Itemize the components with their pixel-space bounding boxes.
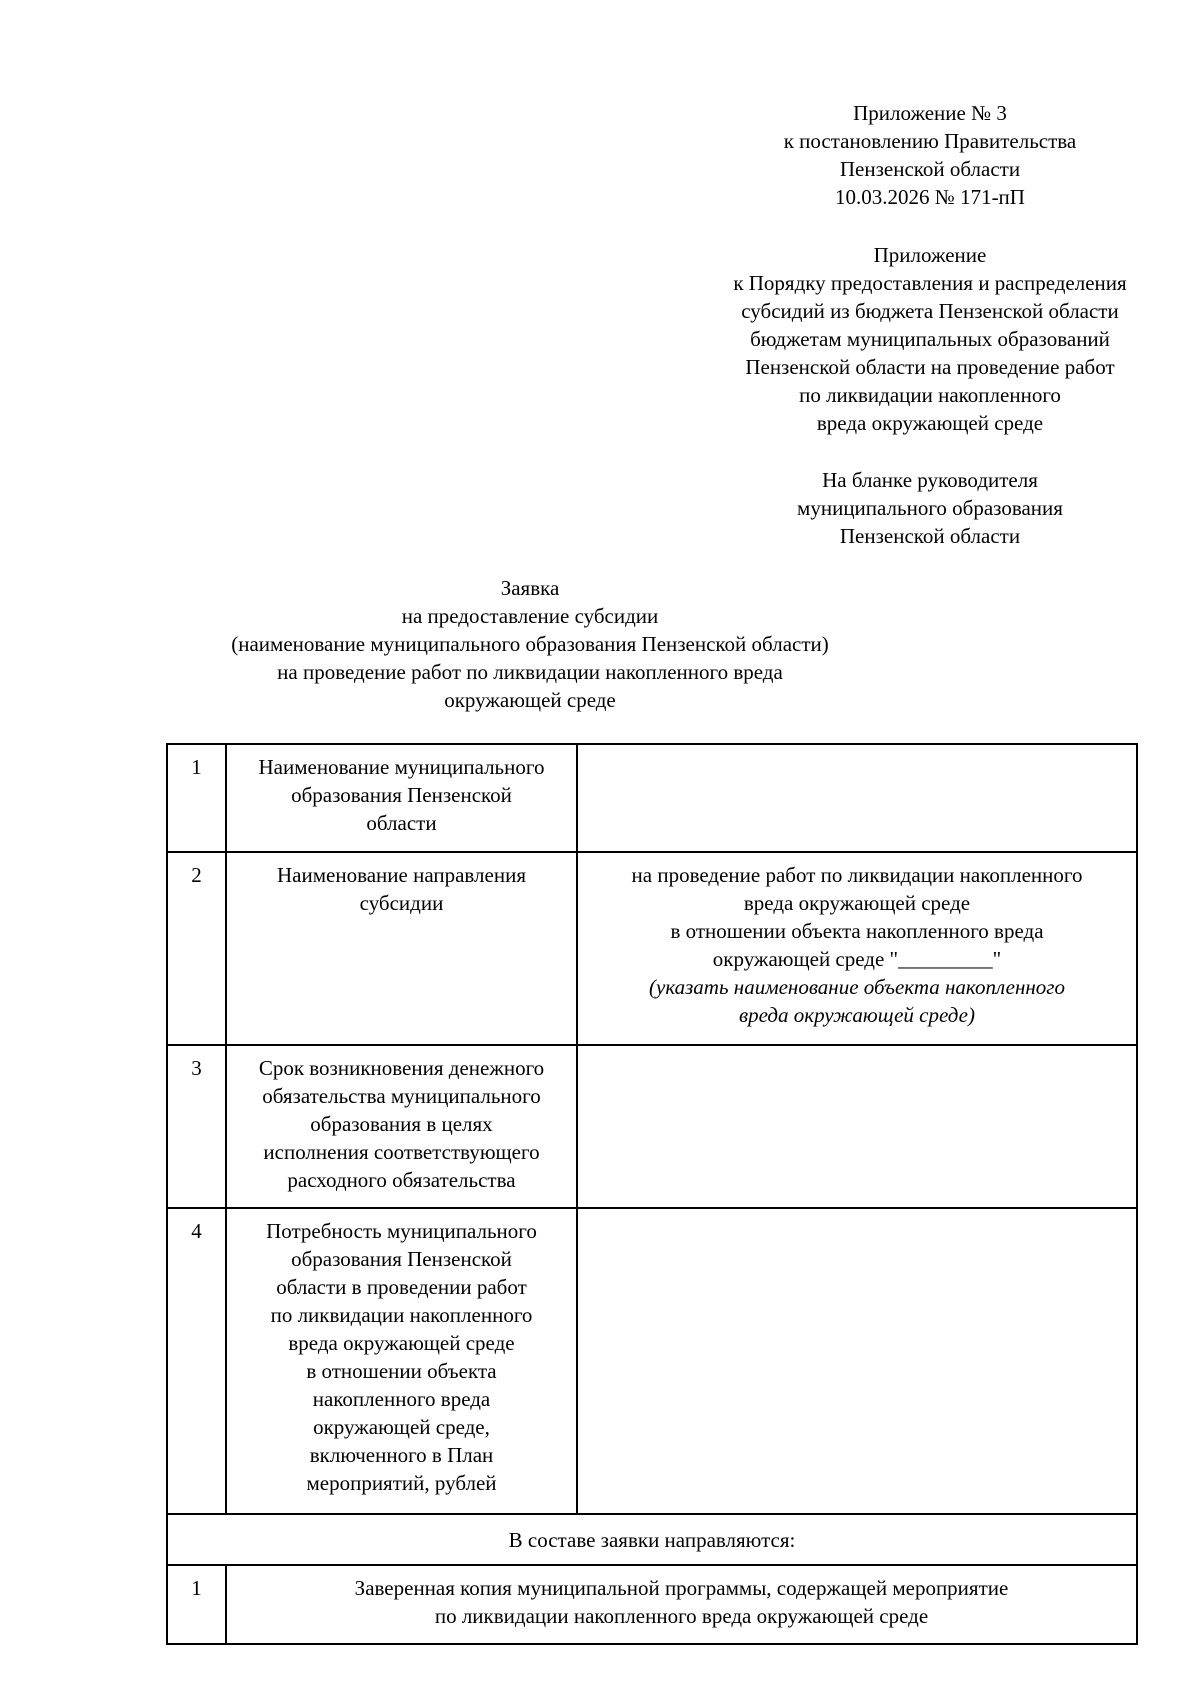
attachment-row [167,1565,1137,1644]
attachment-number: 1 [167,1565,226,1644]
row-value-field[interactable] [577,1208,1137,1514]
row-value-field[interactable] [577,744,1137,852]
table-row [167,1045,1137,1208]
section-row [167,1514,1137,1565]
row-label: Наименование муниципального образования Пензенской области [226,744,577,852]
row-value-field[interactable] [577,1045,1137,1208]
attachments-section-heading: В составе заявки направляются: [167,1514,1137,1565]
attachment-text: Заверенная копия муниципальной программы, содержащей мероприятие по ликвидации накопленного вреда окружающей среде [226,1565,1137,1644]
table-row [167,744,1137,852]
appendix-3-header: Приложение № 3 к постановлению Правительства Пензенской области 10.03.2026 № 171-пП [783,101,1077,209]
document-title: Заявка на предоставление субсидии (наименование муниципального образования Пензенской области) на проведение работ по ликвидации накопленного вреда окружающей среде [231,576,829,712]
row-number: 2 [167,852,226,1045]
row-number: 1 [167,744,226,852]
letterhead-note: На бланке руководителя муниципального образования Пензенской области [797,468,1063,548]
table-row [167,852,1137,1045]
row-label: Срок возникновения денежного обязательства муниципального образования в целях исполнения соответствующего расходного обязательства [226,1045,577,1208]
row-label: Потребность муниципального образования Пензенской области в проведении работ по ликвидации накопленного вреда окружающей среде в отношении объекта накопленного вреда окружающей среде, включенного в План мероприятий, рублей [226,1208,577,1514]
row-value-note: (указать наименование объекта накопленного вреда окружающей среде) [649,975,1065,1027]
row-value-field[interactable] [577,852,1137,1045]
application-table [166,743,1138,1645]
row-number: 3 [167,1045,226,1208]
row-value-text: на проведение работ по ликвидации накопленного вреда окружающей среде в отношении объекта накопленного вреда окружающей среде "_________" [631,863,1083,971]
appendix-header: Приложение к Порядку предоставления и распределения субсидий из бюджета Пензенской области бюджетам муниципальных образований Пензенской области на проведение работ по ликвидации накопленного вреда окружающей среде [733,243,1127,435]
table-row [167,1208,1137,1514]
row-label: Наименование направления субсидии [226,852,577,1045]
row-number: 4 [167,1208,226,1514]
